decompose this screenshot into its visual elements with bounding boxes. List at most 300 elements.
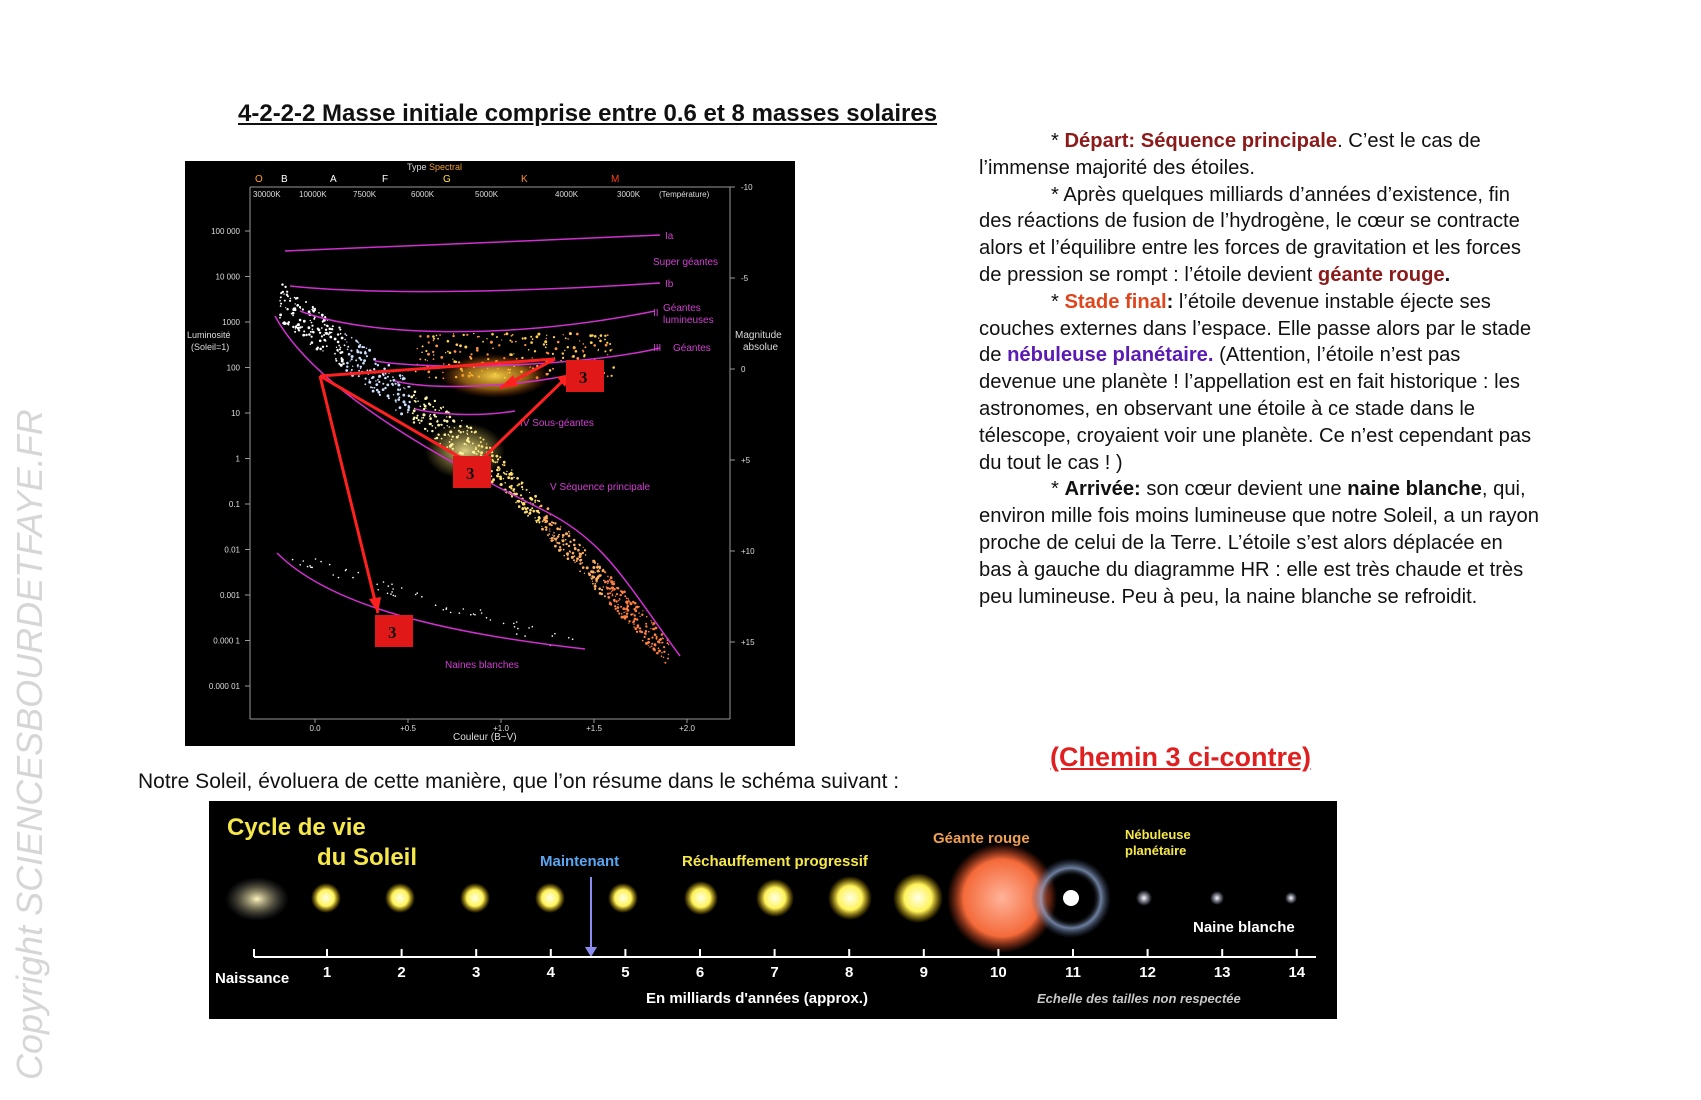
star-dot [297, 304, 299, 306]
star-dot [387, 376, 389, 378]
star-dot [601, 589, 603, 591]
star-dot [574, 555, 576, 557]
star-dot [548, 533, 550, 535]
color-tick-label: +2.0 [679, 724, 695, 733]
star-dot [533, 511, 535, 513]
star-dot [310, 320, 311, 321]
star-dot [615, 608, 617, 610]
star-dot [459, 344, 462, 347]
star-dot [532, 626, 534, 628]
star-dot [358, 375, 360, 377]
star-dot [362, 362, 365, 365]
star-dot [282, 322, 285, 325]
color-axis-label: Couleur (B−V) [453, 732, 517, 743]
star-dot [515, 341, 517, 343]
star-dot [356, 350, 359, 353]
star-dot [395, 595, 397, 597]
star-dot [569, 332, 572, 335]
star-dot [310, 566, 312, 568]
star-dot [621, 613, 623, 615]
star-dot [347, 346, 349, 348]
star-dot [303, 320, 306, 323]
star-dot [554, 535, 556, 537]
star-dot [311, 322, 313, 324]
star-dot [417, 415, 419, 417]
star-dot [383, 368, 386, 371]
star-dot [534, 517, 535, 518]
star-dot [513, 353, 514, 354]
star-dot [490, 619, 492, 621]
star-dot [524, 337, 527, 340]
star-dot [470, 614, 472, 616]
star-dot [447, 351, 449, 353]
star-dot [288, 324, 290, 326]
star-dot [506, 332, 509, 335]
star-dot [420, 406, 422, 408]
star-dot [423, 413, 426, 416]
star-dot [357, 364, 359, 366]
star-dot [281, 283, 283, 285]
star-dot [307, 566, 309, 568]
star-dot [590, 570, 593, 573]
star-dot [534, 501, 536, 503]
star-dot [604, 350, 606, 352]
star-dot [399, 406, 402, 409]
star-dot [594, 583, 596, 585]
star-dot [482, 341, 484, 343]
star-dot [299, 306, 301, 308]
star-dot [623, 591, 626, 594]
star-dot [642, 610, 643, 611]
time-tick-label: 11 [1065, 964, 1081, 981]
star-dot [609, 602, 612, 605]
luminosity-tick-label: 100 [226, 363, 240, 373]
star-dot [395, 399, 397, 401]
nebuleuse-term: nébuleuse planétaire. [1007, 344, 1214, 367]
star-dot [326, 325, 328, 327]
star-dot [413, 394, 415, 396]
label-iii: III [653, 343, 662, 354]
star-dot [622, 592, 624, 594]
star-dot [649, 646, 650, 647]
star-dot [573, 539, 576, 542]
star-dot [404, 388, 405, 389]
star-dot [308, 333, 311, 336]
star-dot [316, 348, 319, 351]
star-dot [598, 349, 599, 350]
star-dot [312, 306, 314, 308]
star-dot [340, 347, 342, 349]
star-dot [366, 348, 367, 349]
star-dot [604, 571, 606, 573]
star-dot [576, 333, 579, 336]
time-tick-label: 6 [695, 964, 705, 981]
star-dot [617, 604, 618, 605]
star-dot [312, 331, 314, 333]
geante-rouge-term: géante rouge [1317, 263, 1445, 286]
star-dot [597, 570, 600, 573]
star-dot [654, 633, 657, 636]
star-dot [589, 334, 592, 337]
star-dot [421, 352, 423, 354]
star-dot [474, 614, 476, 616]
star-dot [515, 493, 518, 496]
star-dot [627, 609, 630, 612]
star-dot [377, 379, 379, 381]
star-dot [545, 526, 547, 528]
star-dot [391, 591, 393, 593]
star-dot [585, 554, 587, 556]
star-dot [401, 587, 403, 589]
star-dot [320, 561, 322, 563]
star-dot [437, 338, 439, 340]
label-geantes-lum-1: Géantes [663, 303, 701, 314]
star-dot [597, 563, 598, 564]
star-dot [427, 353, 430, 356]
star-dot [459, 351, 461, 353]
star-dot [395, 409, 397, 411]
star-dot [395, 401, 397, 403]
star-dot [583, 547, 584, 548]
star-dot [559, 534, 560, 535]
naine-blanche-term: naine blanche [1347, 478, 1482, 501]
star-dot [312, 309, 314, 311]
star-dot [607, 596, 610, 599]
star-dot [407, 386, 409, 388]
star-dot [572, 638, 574, 640]
star-dot [398, 396, 400, 398]
star-dot [568, 531, 570, 533]
star-dot [446, 416, 447, 417]
star-dot [611, 375, 613, 377]
star-dot [294, 297, 295, 298]
star-dot [521, 482, 523, 484]
star-dot [473, 613, 475, 615]
arrivee-heading: Arrivée: [1064, 478, 1141, 501]
star-dot [507, 476, 510, 479]
star-dot [490, 341, 493, 344]
star-dot [440, 407, 442, 409]
star-dot [541, 526, 542, 527]
star-dot [549, 538, 550, 539]
star-dot [627, 605, 630, 608]
star-dot [379, 381, 381, 383]
star-dot [420, 420, 422, 422]
star-dot [592, 583, 594, 585]
star-dot [402, 394, 405, 397]
time-tick-label: 13 [1213, 964, 1231, 981]
star-dot [387, 394, 390, 397]
star-dot [598, 587, 601, 590]
sun-stage-dot [608, 883, 638, 913]
star-dot [303, 560, 305, 562]
star-dot [429, 377, 431, 379]
star-dot [280, 305, 282, 307]
label-geantes: Géantes [673, 343, 711, 354]
star-dot [512, 489, 514, 491]
star-dot [363, 359, 366, 362]
star-dot [565, 337, 567, 339]
star-dot [524, 635, 526, 637]
star-dot [435, 427, 437, 429]
star-dot [620, 606, 622, 608]
star-dot [651, 637, 653, 639]
label-naines: Naines blanches [445, 660, 519, 671]
star-dot [443, 419, 446, 422]
star-dot [285, 307, 286, 308]
star-dot [358, 370, 360, 372]
star-dot [651, 646, 653, 648]
paragraph-arrivee: * Arrivée: son cœur devient une naine blanche, qui, environ mille fois moins lumineuse que notre Soleil, a un rayon proche de celui de la Terre. L’étoile s’est alors déplacée en bas à gauche du diagramme HR : elle est très chaude et très peu lumineuse. Peu à peu, la naine blanche se refroidit. [979, 478, 1539, 608]
star-dot [620, 590, 622, 592]
star-dot [312, 329, 314, 331]
star-dot [626, 613, 628, 615]
star-dot [416, 417, 418, 419]
star-dot [446, 420, 449, 423]
star-dot [358, 345, 361, 348]
star-dot [289, 300, 291, 302]
star-dot [650, 620, 651, 621]
star-dot [325, 332, 328, 335]
star-dot [562, 534, 565, 537]
star-dot [292, 308, 295, 311]
temperature-label: 3000K [617, 190, 641, 199]
star-dot [516, 477, 519, 480]
star-dot [399, 390, 400, 391]
star-dot [340, 364, 343, 367]
star-dot [372, 376, 375, 379]
star-dot [419, 358, 421, 360]
star-dot [294, 331, 296, 333]
star-dot [318, 312, 320, 314]
spectral-type-label: O [255, 174, 263, 185]
star-dot [654, 649, 656, 651]
star-dot [295, 297, 297, 299]
star-dot [429, 415, 431, 417]
label-ii: II [653, 308, 659, 319]
star-dot [663, 657, 665, 659]
star-dot [603, 580, 605, 582]
star-dot [553, 532, 555, 534]
star-dot [382, 383, 384, 385]
star-dot [390, 380, 392, 382]
star-dot [551, 537, 553, 539]
star-dot [635, 606, 638, 609]
star-dot [523, 503, 525, 505]
magnitude-tick-label: -5 [741, 274, 749, 283]
star-dot [621, 616, 624, 619]
star-dot [279, 317, 281, 319]
star-dot [567, 346, 569, 348]
star-dot [667, 642, 669, 644]
star-dot [419, 422, 421, 424]
star-dot [418, 419, 420, 421]
spectral-type-label: B [281, 174, 288, 185]
star-dot [618, 600, 619, 601]
star-dot [338, 577, 340, 579]
star-dot [390, 593, 392, 595]
star-dot [392, 376, 394, 378]
star-dot [388, 397, 390, 399]
star-dot [641, 614, 643, 616]
intro-sentence: Notre Soleil, évoluera de cette manière, que l’on résume dans le schéma suivant : [138, 770, 900, 793]
star-dot [351, 337, 353, 339]
star-dot [565, 543, 567, 545]
star-dot [645, 623, 647, 625]
sun-stage-dot [460, 883, 490, 913]
star-dot [428, 403, 430, 405]
star-dot [609, 343, 611, 345]
star-dot [344, 339, 346, 341]
sun-stage-dot [385, 883, 415, 913]
star-dot [298, 329, 300, 331]
star-dot [549, 369, 552, 372]
star-dot [583, 343, 585, 345]
time-axis-label: En milliards d'années (approx.) [646, 990, 868, 1007]
paragraph-depart: * Départ: Séquence principale. C’est le cas de l’immense majorité des étoiles. [979, 130, 1481, 179]
star-dot [311, 341, 314, 344]
star-dot [546, 335, 547, 336]
star-dot [425, 359, 427, 361]
star-dot [576, 560, 578, 562]
star-dot [554, 633, 556, 635]
star-dot [500, 483, 503, 486]
star-dot [393, 394, 394, 395]
star-dot [590, 341, 593, 344]
star-dot [415, 371, 417, 373]
star-dot [413, 421, 415, 423]
luminosity-tick-label: 10 [231, 409, 240, 418]
star-dot [639, 627, 641, 629]
star-dot [368, 349, 371, 352]
star-dot [463, 334, 465, 336]
star-dot [539, 522, 541, 524]
star-dot [569, 533, 570, 534]
cycle-title-2: du Soleil [317, 844, 418, 871]
star-dot [321, 335, 323, 337]
star-dot [645, 642, 648, 645]
star-dot [433, 414, 436, 417]
star-dot [626, 597, 628, 599]
star-dot [310, 343, 312, 345]
label-ia: Ia [665, 231, 674, 242]
star-dot [369, 379, 370, 380]
star-dot [633, 620, 636, 623]
nebula-ring [1031, 858, 1111, 938]
star-dot [453, 333, 454, 334]
star-dot [639, 630, 641, 632]
luminosity-tick-label: 0.000 01 [208, 682, 240, 691]
star-dot [414, 400, 416, 402]
star-dot [576, 357, 579, 360]
star-dot [352, 366, 353, 367]
star-dot [592, 566, 595, 569]
star-dot [596, 580, 598, 582]
star-dot [436, 421, 438, 423]
star-dot [663, 646, 665, 648]
star-dot [375, 383, 378, 386]
star-dot [305, 334, 307, 336]
star-dot [544, 340, 547, 343]
luminosity-label-1: Luminosité [187, 330, 231, 340]
star-dot [374, 387, 376, 389]
star-dot [545, 521, 547, 523]
star-dot [545, 346, 547, 348]
star-dot [582, 566, 585, 569]
star-dot [531, 507, 533, 509]
star-dot [391, 583, 393, 585]
star-dot [311, 336, 313, 338]
star-dot [521, 502, 522, 503]
star-dot [579, 570, 581, 572]
star-dot [565, 539, 567, 541]
star-dot [360, 351, 363, 354]
star-dot [516, 633, 518, 635]
star-dot [628, 598, 629, 599]
star-dot [373, 358, 376, 361]
star-dot [358, 342, 359, 343]
star-dot [569, 550, 571, 552]
star-dot [319, 332, 321, 334]
star-dot [377, 589, 379, 591]
time-tick-label: 1 [322, 964, 332, 981]
watermark-text: Copyright SCIENCESBOURDETFAYE.FR [9, 409, 50, 1080]
star-dot [506, 471, 507, 472]
star-dot [410, 396, 413, 399]
star-dot [604, 339, 606, 341]
star-dot [399, 374, 402, 377]
star-dot [426, 397, 428, 399]
star-dot [323, 334, 325, 336]
star-dot [433, 354, 434, 355]
star-dot [545, 515, 548, 518]
star-dot [593, 571, 594, 572]
star-dot [476, 349, 479, 352]
star-dot [435, 377, 437, 379]
star-dot [407, 409, 410, 412]
sun-stage-dot [756, 879, 794, 917]
star-dot [279, 300, 281, 302]
star-dot [538, 500, 540, 502]
star-dot [634, 614, 636, 616]
star-dot [351, 358, 353, 360]
star-dot [337, 333, 339, 335]
star-dot [376, 584, 378, 586]
star-dot [513, 623, 515, 625]
star-dot [459, 612, 461, 614]
star-dot [363, 346, 365, 348]
label-iv: IV Sous-géantes [520, 418, 594, 429]
paragraph-stade-final: * Stade final: l’étoile devenue instable éjecte ses couches externes dans l’espace. Elle passe alors par le stade de nébuleuse planétaire. (Attention, l’étoile n’est pas devenue une planète ! l’appellation est en fait historique : les astronomes, en observant une étoile à ce stade dans le télescope, croyaient voir une planète. Ce n’est cependant pas du tout le cas ! ) [979, 290, 1532, 474]
star-dot [524, 511, 526, 513]
star-dot [498, 344, 500, 346]
time-tick-label: 3 [472, 964, 481, 981]
star-dot [562, 357, 564, 359]
star-dot [518, 505, 521, 508]
star-dot [423, 404, 425, 406]
star-dot [395, 383, 397, 385]
star-dot [391, 383, 393, 385]
star-dot [432, 335, 435, 338]
depart-heading: Départ: Séquence principale [1064, 130, 1338, 152]
star-dot [415, 398, 416, 399]
star-dot [499, 476, 502, 479]
star-dot [592, 576, 595, 579]
star-dot [384, 387, 386, 389]
star-dot [626, 616, 628, 618]
star-dot [597, 576, 600, 579]
star-dot [560, 360, 561, 361]
